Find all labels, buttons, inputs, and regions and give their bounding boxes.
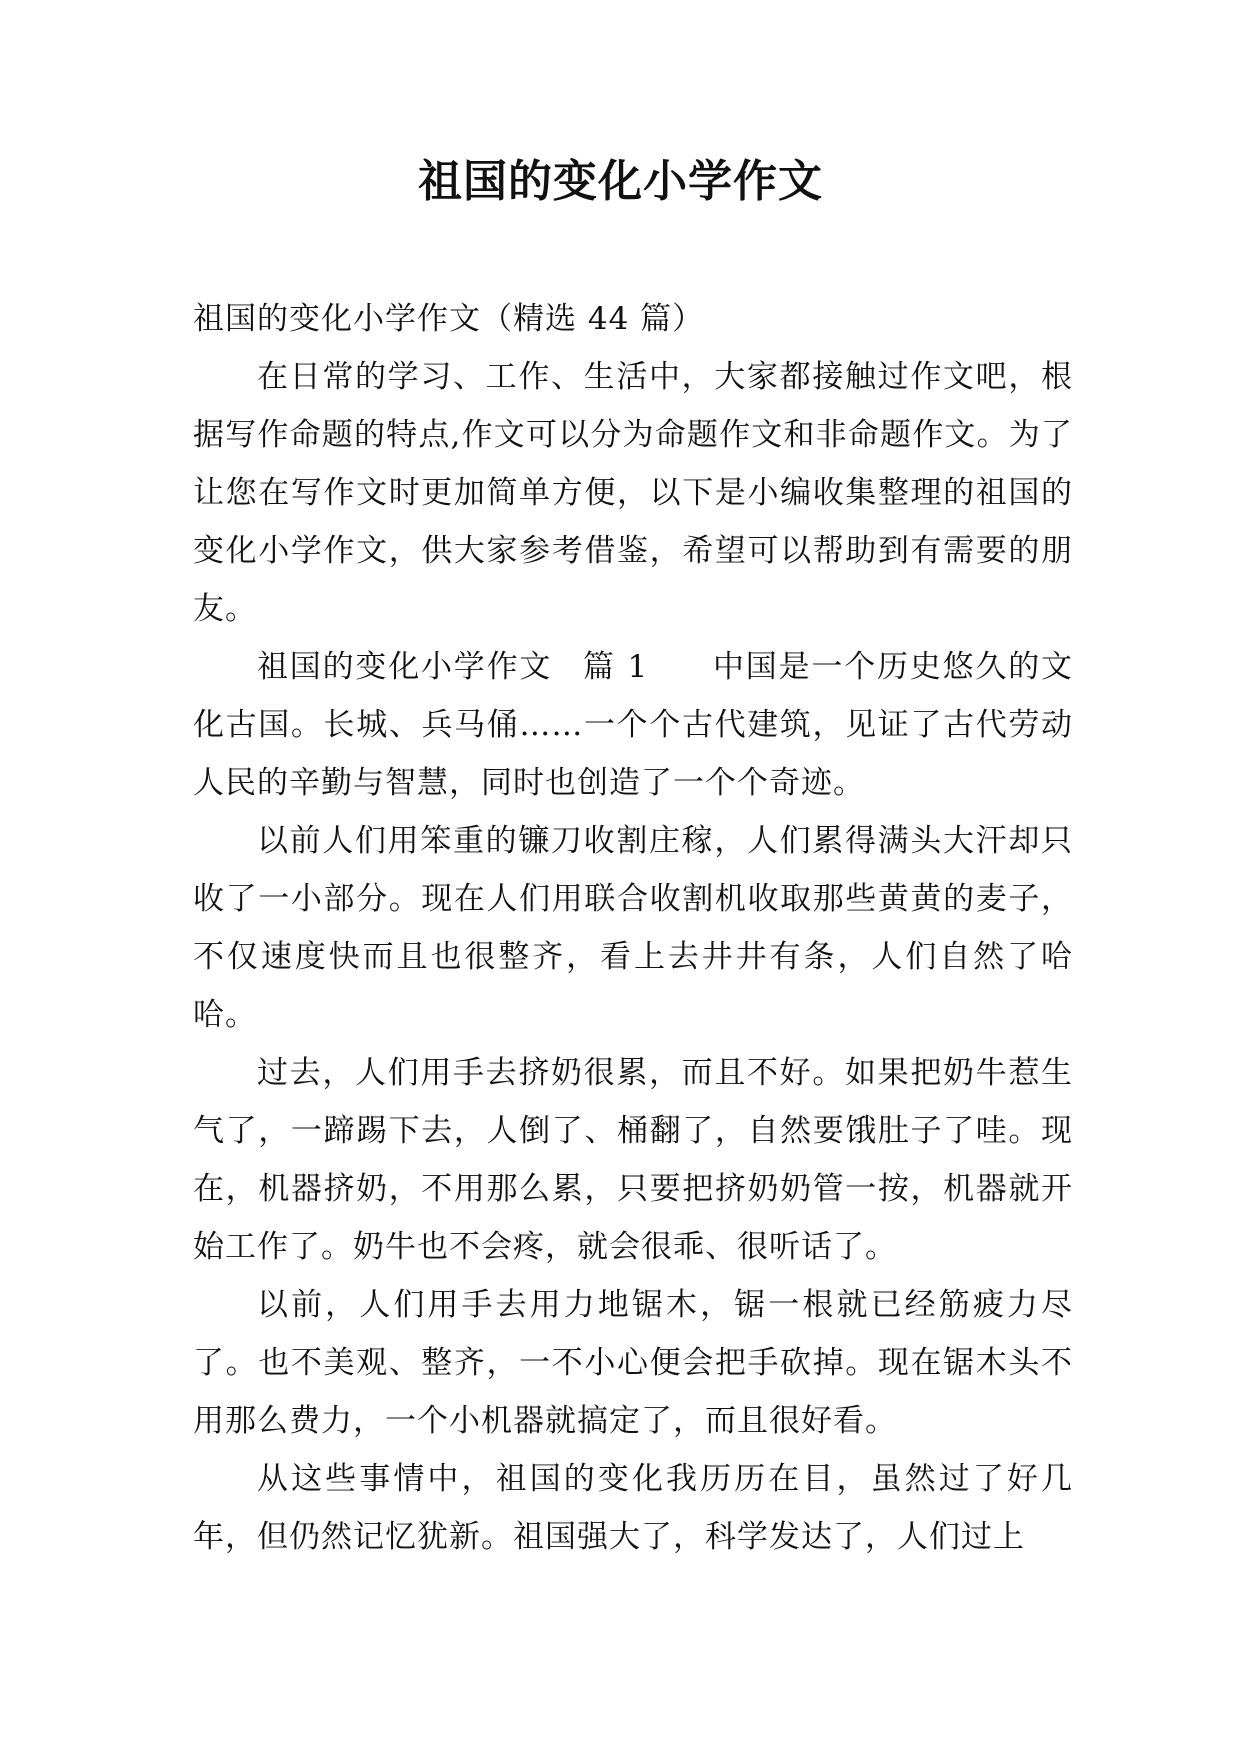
section-first-sentence: 中国是一个历史悠久的文化古国。长城、兵马俑……一个个古代建筑，见证了古代劳动人民的辛勤与智慧，同时也创造了一个个奇迹。 bbox=[193, 649, 1074, 801]
body-paragraph: 过去，人们用手去挤奶很累，而且不好。如果把奶牛惹生气了，一蹄踢下去，人倒了、桶翻了，自然要饿肚子了哇。现在，机器挤奶，不用那么累，只要把挤奶奶管一按，机器就开始工作了。奶牛也不会疼，就会很乖、很听话了。 bbox=[193, 1055, 1073, 1265]
body-paragraph: 从这些事情中，祖国的变化我历历在目，虽然过了好几年，但仍然记忆犹新。祖国强大了，科学发达了，人们过上 bbox=[193, 1461, 1073, 1555]
document-body bbox=[193, 290, 1073, 1566]
intro-paragraph: 在日常的学习、工作、生活中，大家都接触过作文吧，根据写作命题的特点,作文可以分为命题作文和非命题作文。为了让您在写作文时更加简单方便，以下是小编收集整理的祖国的变化小学作文，供大家参考借鉴，希望可以帮助到有需要的朋友。 bbox=[193, 359, 1073, 627]
document-title: 祖国的变化小学作文 bbox=[418, 156, 823, 207]
section-number: 篇 1 bbox=[582, 649, 649, 685]
body-paragraph: 以前人们用笨重的镰刀收割庄稼，人们累得满头大汗却只收了一小部分。现在人们用联合收割机收取那些黄黄的麦子，不仅速度快而且也很整齐，看上去井井有条，人们自然了哈哈。 bbox=[193, 823, 1073, 1033]
section-paragraph-1 bbox=[193, 638, 1073, 812]
document-subtitle: 祖国的变化小学作文（精选 44 篇） bbox=[193, 301, 705, 337]
body-paragraph: 以前，人们用手去用力地锯木，锯一根就已经筋疲力尽了。也不美观、整齐，一不小心便会把手砍掉。现在锯木头不用那么费力，一个小机器就搞定了，而且很好看。 bbox=[193, 1287, 1073, 1439]
section-heading: 祖国的变化小学作文 bbox=[257, 649, 553, 685]
